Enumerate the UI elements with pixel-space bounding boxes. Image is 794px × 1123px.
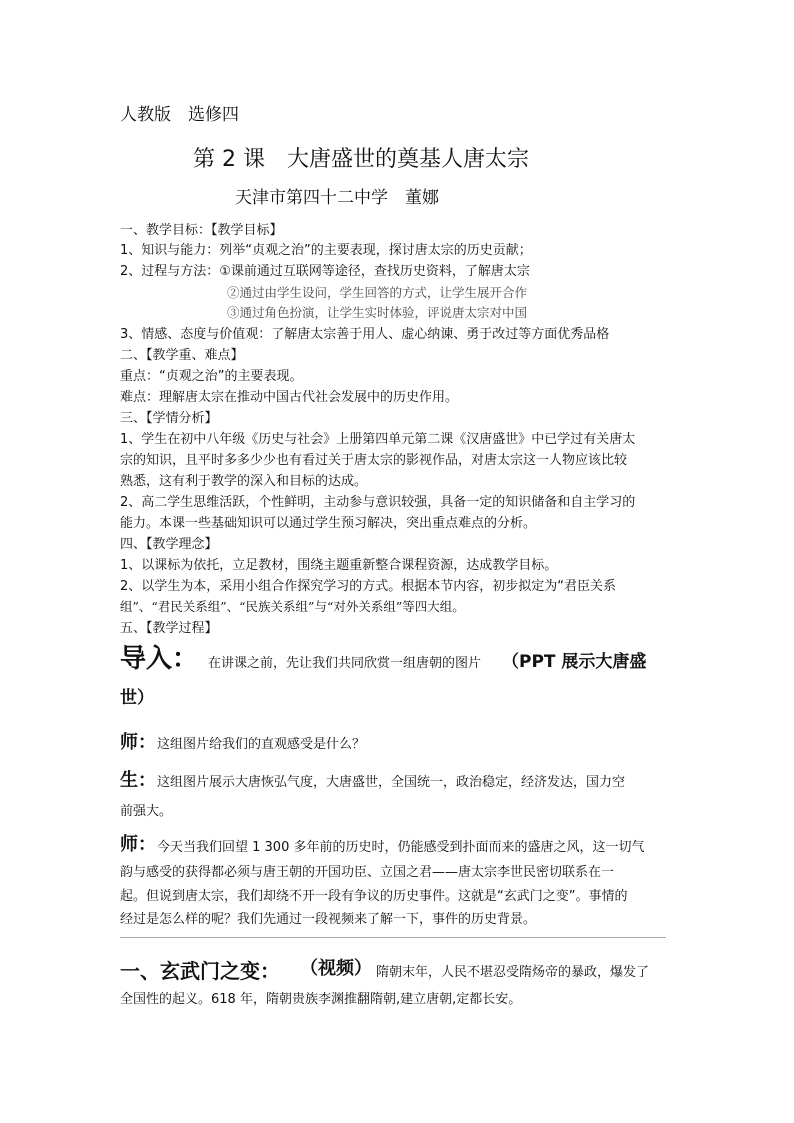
objectives-line-3: ②通过由学生设问，学生回答的方式，让学生展开合作: [227, 285, 528, 300]
intro-ppt-note: （PPT 展示大唐盛: [502, 652, 647, 672]
objectives-heading: 一、教学目标：【教学目标】: [120, 223, 283, 238]
keypoints-focus: 重点：“贞观之治”的主要表现。: [120, 369, 303, 384]
intro-label: 导入：: [120, 644, 199, 674]
teacher-label-2: 师：: [120, 834, 156, 855]
analysis-line-5: 能力。本课一些基础知识可以通过学生预习解决，突出重点难点的分析。: [120, 516, 537, 531]
analysis-line-3: 熟悉，这有利于教学的深入和目标的达成。: [120, 474, 368, 489]
xuanwu-heading: 一、玄武门之变：: [120, 959, 280, 983]
process-heading: 五、【教学过程】: [120, 621, 218, 636]
philosophy-heading: 四、【教学理念】: [120, 537, 218, 552]
analysis-line-1: 1、学生在初中八年级《历史与社会》上册第四单元第二课《汉唐盛世》中已学过有关唐太: [120, 432, 636, 447]
objectives-line-1: 1、知识与能力：列举“贞观之治”的主要表现，探讨唐太宗的历史贡献；: [120, 243, 532, 258]
analysis-line-4: 2、高二学生思维活跃，个性鲜明，主动参与意识较强，具备一定的知识储备和自主学习的: [120, 495, 636, 510]
objectives-line-2: 2、过程与方法：①课前通过互联网等途径，查找历史资料，了解唐太宗: [120, 264, 530, 279]
philosophy-line-1: 1、以课标为依托，立足教材，围绕主题重新整合课程资源，达成教学目标。: [120, 558, 558, 573]
teacher-label: 师：: [120, 732, 156, 753]
xuanwu-line-1: 隋朝末年，人民不堪忍受隋炀帝的暴政，爆发了: [376, 965, 650, 980]
philosophy-line-2: 2、以学生为本，采用小组合作探究学习的方式。根据本节内容，初步拟定为“君臣关系: [120, 579, 617, 594]
philosophy-line-3: 组”、“君民关系组”、“民族关系组”与“对外关系组”等四大组。: [120, 599, 465, 614]
teacher-speech-3: 起。但说到唐太宗，我们却绕不开一段有争议的历史事件。这就是“玄武门之变”。事情的: [120, 889, 628, 904]
page-title: 第 2 课 大唐盛世的奠基人唐太宗: [193, 147, 529, 172]
student-answer-2: 前强大。: [120, 804, 173, 819]
video-tag: （视频）: [300, 958, 372, 979]
objectives-line-4: ③通过角色扮演，让学生实时体验，评说唐太宗对中国: [227, 305, 528, 320]
objectives-line-5: 3、情感、态度与价值观：了解唐太宗善于用人、虚心纳谏、勇于改过等方面优秀品格: [120, 327, 610, 342]
teacher-question: 这组图片给我们的直观感受是什么？: [157, 737, 366, 752]
teacher-speech-1: 今天当我们回望 1 300 多年前的历史时，仍能感受到扑面而来的盛唐之风，这一切气: [157, 840, 645, 855]
intro-ppt-note-cont: 世）: [120, 688, 154, 708]
author-line: 天津市第四十二中学 董娜: [235, 188, 439, 208]
student-label: 生：: [120, 770, 156, 791]
section-divider: [120, 937, 666, 938]
edition-label: 人教版 选修四: [120, 105, 239, 125]
student-answer-1: 这组图片展示大唐恢弘气度，大唐盛世，全国统一，政治稳定，经济发达，国力空: [157, 775, 626, 790]
teacher-speech-4: 经过是怎么样的呢？我们先通过一段视频来了解一下，事件的历史背景。: [120, 912, 537, 927]
keypoints-heading: 二、【教学重、难点】: [120, 348, 244, 363]
teacher-speech-2: 韵与感受的获得都必须与唐王朝的开国功臣、立国之君——唐太宗李世民密切联系在一: [120, 865, 615, 880]
intro-text: 在讲课之前，先让我们共同欣赏一组唐朝的图片: [208, 656, 482, 671]
keypoints-difficulty: 难点：理解唐太宗在推动中国古代社会发展中的历史作用。: [120, 390, 459, 405]
xuanwu-line-2: 全国性的起义。618 年，隋朝贵族李渊推翻隋朝,建立唐朝,定都长安。: [120, 992, 522, 1007]
analysis-line-2: 宗的知识，且平时多多少少也有看过关于唐太宗的影视作品，对唐太宗这一人物应该比较: [120, 453, 628, 468]
analysis-heading: 三、【学情分析】: [120, 411, 218, 426]
